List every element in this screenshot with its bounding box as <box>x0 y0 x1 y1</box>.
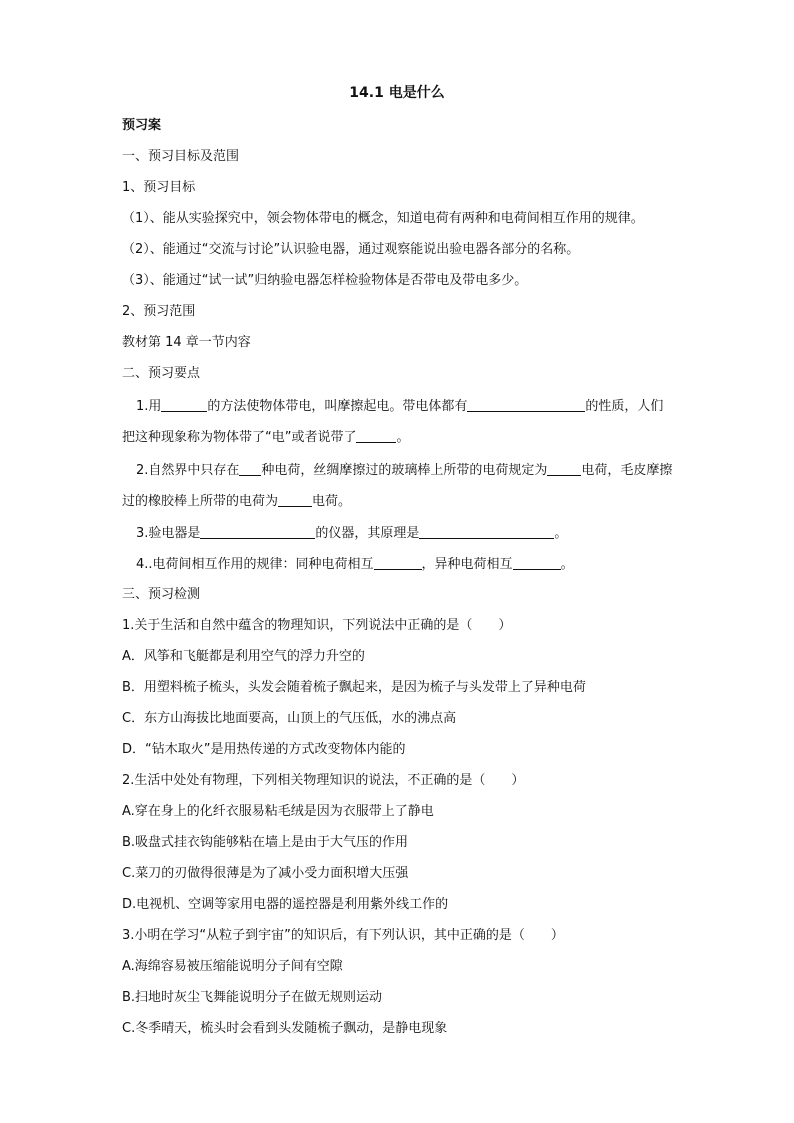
text-line: （2）、能通过“交流与讨论”认识验电器，通过观察能说出验电器各部分的名称。 <box>122 242 580 257</box>
question-stem: 3.小明在学习“从粒子到宇宙”的知识后，有下列认识，其中正确的是（ ） <box>122 928 564 943</box>
question-text: 种电荷，丝绸摩擦过的玻璃棒上所带的电荷规定为 <box>261 463 548 478</box>
answer-blank[interactable] <box>356 429 396 443</box>
answer-option[interactable]: B.吸盘式挂衣钩能够粘在墙上是由于大气压的作用 <box>122 835 409 850</box>
question-text: 电荷，毛皮摩擦 <box>581 463 673 478</box>
question-text: 。 <box>554 526 568 541</box>
fill-question-1-cont <box>122 429 410 446</box>
fill-question-2 <box>136 462 672 479</box>
section-heading: 三、预习检测 <box>122 587 201 602</box>
answer-blank[interactable] <box>200 525 315 539</box>
answer-blank[interactable] <box>161 398 207 412</box>
answer-blank[interactable] <box>278 493 312 507</box>
question-text: 的仪器，其原理是 <box>315 526 420 541</box>
question-stem: 1.关于生活和自然中蕴含的物理知识，下列说法中正确的是（ ） <box>122 618 512 633</box>
fill-question-1 <box>136 398 663 415</box>
text-line: 1、预习目标 <box>122 180 196 195</box>
question-text: 4..电荷间相互作用的规律：同种电荷相互 <box>136 557 374 572</box>
text-line: 教材第 14 章一节内容 <box>122 335 251 350</box>
question-text: 1.用 <box>136 399 162 414</box>
question-text: 的方法使物体带电，叫摩擦起电。带电体都有 <box>207 399 468 414</box>
answer-option[interactable]: A.穿在身上的化纤衣服易粘毛绒是因为衣服带上了静电 <box>122 804 434 819</box>
fill-question-3 <box>136 525 567 542</box>
answer-blank[interactable] <box>239 462 261 476</box>
fill-question-4 <box>136 556 574 573</box>
answer-option[interactable]: A．风筝和飞艇都是利用空气的浮力升空的 <box>122 649 365 664</box>
text-line: 二、预习要点 <box>122 366 201 381</box>
question-text: 过的橡胶棒上所带的电荷为 <box>122 494 279 509</box>
answer-option[interactable]: D．“钻木取火”是用热传递的方式改变物体内能的 <box>122 742 406 757</box>
question-text: 。 <box>560 557 574 572</box>
answer-blank[interactable] <box>547 462 581 476</box>
text-line: 2、预习范围 <box>122 304 196 319</box>
question-text: ，异种电荷相互 <box>421 557 513 572</box>
answer-blank[interactable] <box>513 556 561 570</box>
answer-option[interactable]: B.扫地时灰尘飞舞能说明分子在做无规则运动 <box>122 990 383 1005</box>
question-text: 。 <box>396 430 410 445</box>
question-text: 把这种现象称为物体带了“电”或者说带了 <box>122 430 357 445</box>
question-text: 的性质，人们 <box>585 399 664 414</box>
fill-question-2-cont <box>122 493 351 510</box>
answer-option[interactable]: C.冬季晴天，梳头时会看到头发随梳子飘动，是静电现象 <box>122 1021 448 1036</box>
page-title: 14.1 电是什么 <box>349 85 445 101</box>
answer-option[interactable]: D.电视机、空调等家用电器的遥控器是利用紫外线工作的 <box>122 897 449 912</box>
answer-option[interactable]: A.海绵容易被压缩能说明分子间有空隙 <box>122 959 343 974</box>
section-heading: 预习案 <box>122 118 162 133</box>
text-line: （3）、能通过“试一试”归纳验电器怎样检验物体是否带电及带电多少。 <box>122 273 528 288</box>
answer-option[interactable]: B．用塑料梳子梳头，头发会随着梳子飘起来，是因为梳子与头发带上了异种电荷 <box>122 680 586 695</box>
question-text: 电荷。 <box>312 494 352 509</box>
question-text: 2.自然界中只存在 <box>136 463 240 478</box>
answer-option[interactable]: C．东方山海拔比地面要高，山顶上的气压低，水的沸点高 <box>122 711 457 726</box>
question-stem: 2.生活中处处有物理，下列相关物理知识的说法，不正确的是（ ） <box>122 773 525 788</box>
answer-blank[interactable] <box>374 556 422 570</box>
answer-option[interactable]: C.菜刀的刃做得很薄是为了减小受力面积增大压强 <box>122 866 409 881</box>
answer-blank[interactable] <box>467 398 585 412</box>
text-line: （1）、能从实验探究中，领会物体带电的概念，知道电荷有两种和电荷间相互作用的规律。 <box>122 211 644 226</box>
answer-blank[interactable] <box>419 525 554 539</box>
text-line: 一、预习目标及范围 <box>122 149 240 164</box>
question-text: 3.验电器是 <box>136 526 201 541</box>
